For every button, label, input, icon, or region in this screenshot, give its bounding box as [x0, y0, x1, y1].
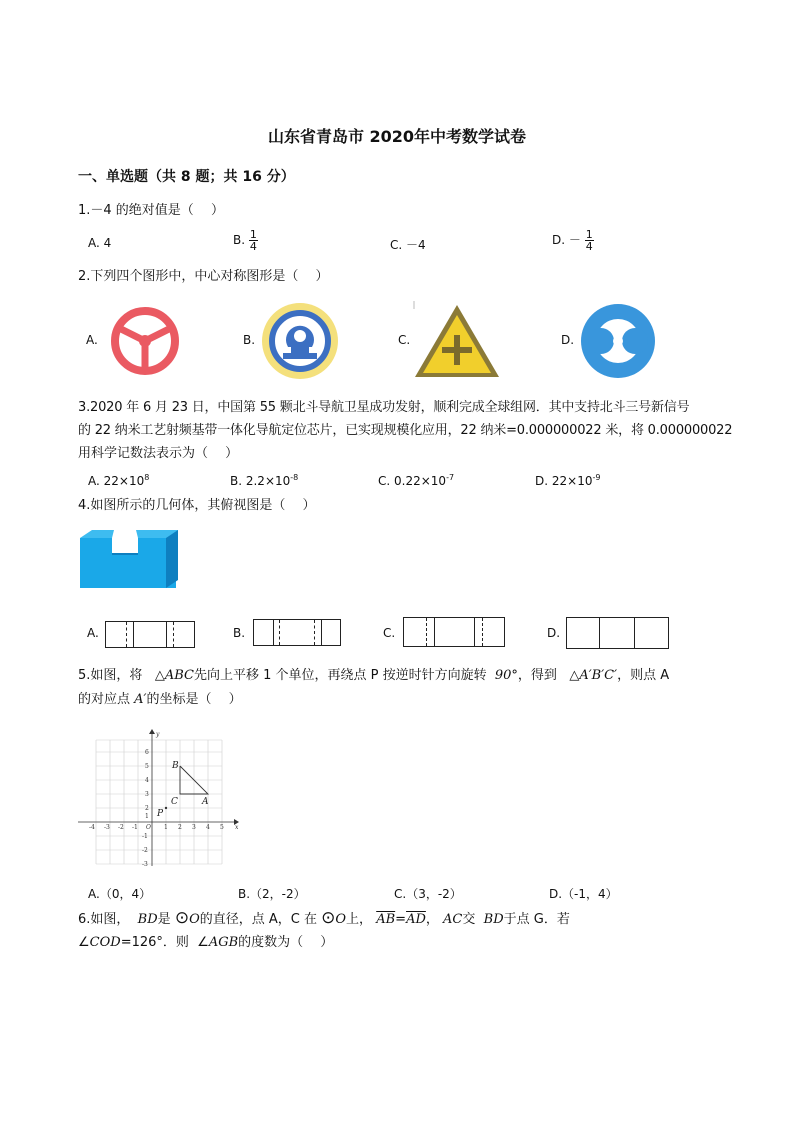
- q4-option-c-view: [403, 617, 505, 647]
- x-tick-label: -2: [118, 824, 124, 831]
- x-tick-label: 3: [192, 824, 196, 831]
- x-tick-label: -4: [89, 824, 95, 831]
- q5-option-d: D.（-1，4）: [549, 887, 618, 901]
- point-a-label: A: [202, 797, 209, 807]
- q3-option-d: D. $22\times 10^{-9}$: [535, 473, 601, 488]
- y-tick-label: 2: [145, 805, 149, 812]
- y-tick-label: 6: [145, 749, 149, 756]
- q2-label-c: C.: [398, 333, 411, 347]
- y-tick-label: -2: [142, 847, 148, 854]
- steering-wheel-icon: [107, 306, 183, 376]
- question-4-stem: 4.如图所示的几何体，其俯视图是（ ）: [78, 498, 316, 513]
- y-tick-label: -1: [142, 833, 148, 840]
- question-5-line-2: 的对应点 A′的坐标是（ ）: [78, 692, 242, 707]
- u-block-solid-icon: [80, 530, 180, 590]
- q2-label-a: A.: [86, 333, 98, 347]
- point-c-label: C: [171, 797, 178, 807]
- q4-option-b-view: [253, 619, 341, 646]
- q3-option-a: A. $22\times 10^8$: [88, 473, 150, 488]
- question-2-stem: 2.下列四个图形中，中心对称图形是（ ）: [78, 269, 329, 284]
- y-tick-label: -3: [142, 861, 148, 868]
- x-tick-label: 1: [164, 824, 168, 831]
- x-tick-label: -3: [104, 824, 110, 831]
- q2-label-b: B.: [243, 333, 256, 347]
- section-heading: 一、单选题（共 8 题；共 16 分）: [78, 169, 295, 185]
- q1-option-d: D. － $\frac{1}{4}$: [552, 228, 593, 253]
- question-3-line-2: 的 22 纳米工艺射频基带一体化导航定位芯片，已实现规模化应用，22 纳米=0.000000022 米，将 0.000000022: [78, 423, 733, 438]
- q4-option-d-view: [566, 617, 669, 649]
- y-tick-label: 4: [145, 777, 149, 784]
- q1-option-b: B. $\frac{1}{4}$: [233, 228, 257, 253]
- question-5-line-1: 5.如图，将 △ABC先向上平移 1 个单位，再绕点 P 按逆时针方向旋转 90°，得到 △A′B′C′，则点 A: [78, 668, 670, 683]
- twin-circle-icon: [575, 302, 661, 380]
- y-tick-label: 3: [145, 791, 149, 798]
- warning-plus-icon: [411, 299, 503, 381]
- q4-label-d: D.: [547, 626, 561, 640]
- x-tick-label: 5: [220, 824, 224, 831]
- x-tick-label: -1: [132, 824, 138, 831]
- x-tick-label: 2: [178, 824, 182, 831]
- railway-logo-icon: [259, 301, 341, 381]
- origin-label: O: [146, 824, 151, 831]
- question-3-line-1: 3.2020 年 6 月 23 日，中国第 55 颗北斗导航卫星成功发射，顺利完成全球组网．其中支持北斗三号新信号: [78, 400, 690, 415]
- x-axis-label: x: [235, 824, 239, 831]
- q4-label-c: C.: [383, 626, 396, 640]
- y-tick-label: 5: [145, 763, 149, 770]
- page-title: 山东省青岛市 2020年中考数学试卷: [267, 127, 527, 146]
- q4-label-a: A.: [87, 626, 99, 640]
- question-6-line-1: 6.如图， BD是 ⊙O的直径，点 A，C 在 ⊙O上， $\overline{AB}=\overline{AD}$， AC交 BD于点 G．若: [78, 908, 570, 928]
- q3-option-c: C. $0.22\times 10^{-7}$: [378, 473, 455, 488]
- coordinate-grid-figure: [76, 728, 240, 868]
- q3-option-b: B. $2.2\times 10^{-8}$: [230, 473, 299, 488]
- fraction: $\frac{1}{4}$: [249, 228, 257, 253]
- fraction: $\frac{1}{4}$: [585, 228, 593, 253]
- y-axis-label: y: [156, 731, 160, 738]
- question-3-line-3: 用科学记数法表示为（ ）: [78, 446, 239, 461]
- q5-option-a: A.（0，4）: [88, 887, 152, 901]
- q5-option-b: B.（2，-2）: [238, 887, 306, 901]
- question-1-stem: 1.－4 的绝对值是（ ）: [78, 203, 224, 218]
- question-6-line-2: ∠COD=126°．则 ∠AGB的度数为（ ）: [78, 935, 334, 950]
- x-tick-label: 4: [206, 824, 210, 831]
- y-tick-label: 1: [145, 813, 149, 820]
- q2-label-d: D.: [561, 333, 575, 347]
- q4-option-a-view: [105, 621, 195, 648]
- q4-label-b: B.: [233, 626, 246, 640]
- q1-option-a: A. 4: [88, 236, 112, 250]
- q5-option-c: C.（3，-2）: [394, 887, 462, 901]
- point-b-label: B: [172, 761, 179, 771]
- point-p-label: P: [157, 809, 164, 819]
- q1-option-c: C. －4: [390, 238, 426, 252]
